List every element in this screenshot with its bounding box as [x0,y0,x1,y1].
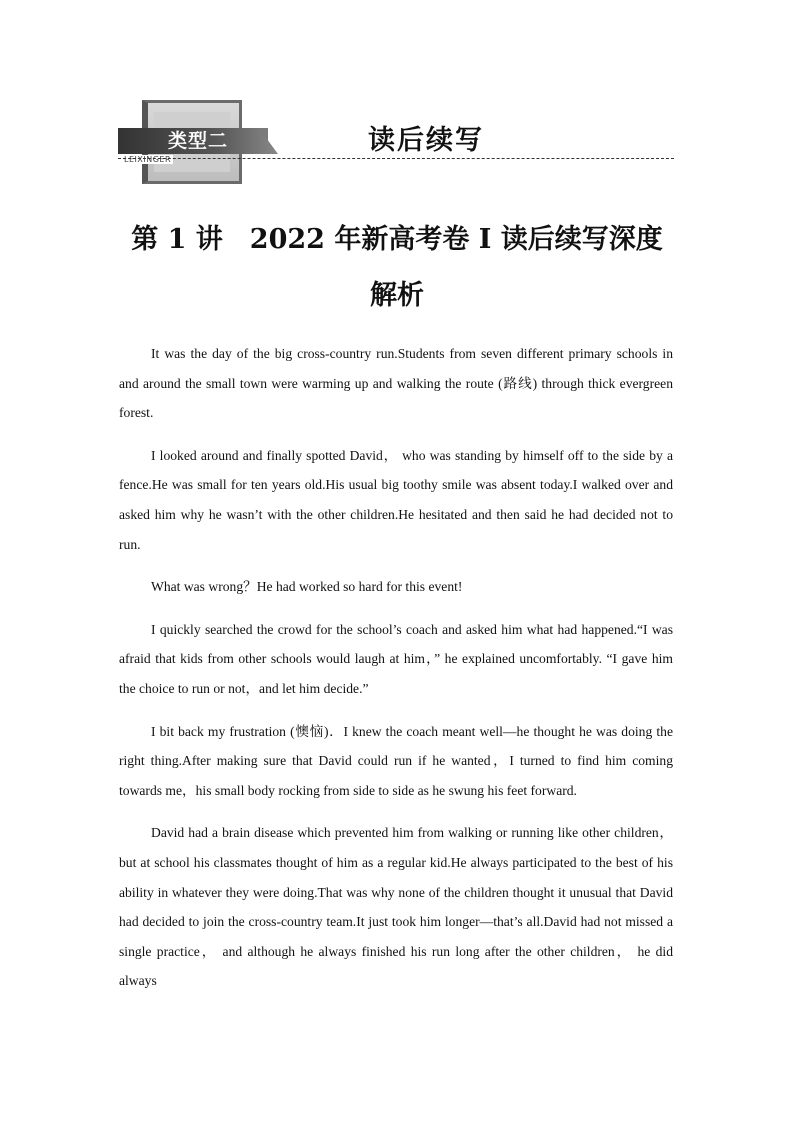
article-body [119,339,673,1009]
lecture-title-line-1: 第 1 讲 2022 年新高考卷 Ⅰ 读后续写深度 [131,224,663,255]
paragraph-2: I looked around and finally spotted David， who was standing by himself off to the side by a fence.He was small for ten years old.His usual big toothy smile was absent today.I walked over and asked him why he wasn’t with the other children.He hesitated and then said he had decided not to run. [119,447,673,552]
type-label: 类型二 [168,130,229,152]
paragraph-4: I quickly searched the crowd for the school’s coach and asked him what had happened.“I was afraid that kids from other schools would laugh at him，” he explained uncomfortably. “I gave him the choice to run or not，and let him decide.” [119,621,673,696]
paragraph-3: What was wrong？He had worked so hard for this event! [151,579,463,595]
section-header [118,100,674,186]
paragraph-5: I bit back my frustration (懊恼)．I knew the coach meant well—he thought he was doing the right thing.After making sure that David could run if he wanted，I turned to find him coming towards me，his small body rocking from side to side as he swung his feet forward. [119,723,673,798]
lecture-title [118,212,676,324]
logo-text: LEIXINGER [124,155,172,164]
paragraph-1: It was the day of the big cross-country run.Students from seven different primary schools in and around the small town were warming up and walking the route (路线) through thick evergreen forest. [119,346,673,421]
header-dashed-rule [118,158,674,159]
lecture-title-line-2: 解析 [370,280,424,311]
section-title: 读后续写 [368,125,484,156]
paragraph-6: David had a brain disease which prevented him from walking or running like other children， but at school his classmates thought of him as a regular kid.He always participated to the best of his ability in whatever they were doing.That was why none of the children thought it unusual that David had decided to join the cross-country team.It just took him longer—that’s all.David had not missed a single practice， and although he always finished his run long after the other children， he did always [119,825,673,989]
